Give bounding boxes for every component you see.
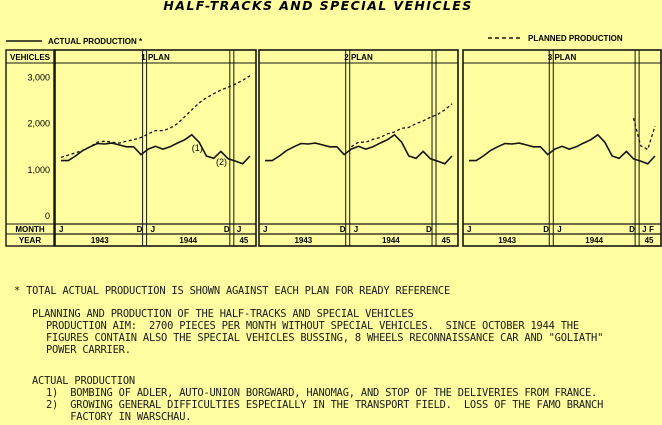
month-tick-label: J [467,225,472,234]
month-tick-label: D [223,225,230,234]
legend-planned-label: PLANNED PRODUCTION [528,34,623,43]
note-line-2: PRODUCTION AIM: 2700 PIECES PER MONTH WITHOUT SPECIAL VEHICLES. SINCE OCTOBER 1944 THE [46,320,579,332]
month-tick-label: J [263,225,268,234]
chart-panels [27,50,661,246]
panel-title: 3 PLAN [547,53,577,62]
month-tick-label: J [236,225,242,234]
actual-item-2: 2) GROWING GENERAL DIFFICULTIES ESPECIALLY IN THE TRANSPORT FIELD. LOSS OF THE FAMO BRANCH [46,399,604,411]
month-tick-label: D [426,225,432,234]
panel-2 [259,50,458,246]
chart-legend [6,34,623,46]
year-label: 1944 [179,236,198,245]
chart-title: HALF-TRACKS AND SPECIAL VEHICLES [163,0,473,13]
panel-frame [463,50,661,246]
year-label: 45 [644,236,654,245]
year-row-label: YEAR [18,236,42,245]
panel-frame [55,50,256,246]
panel-title: 1 PLAN [141,53,170,62]
year-label: 45 [239,236,249,245]
year-label: 45 [441,236,451,245]
planned-production-line [634,118,656,149]
actual-production-heading: ACTUAL PRODUCTION [32,375,135,387]
planned-production-line [351,104,452,147]
month-tick-label: J [642,225,647,234]
panel-frame [259,50,458,246]
panel-title: 2 PLAN [344,53,373,62]
y-tick-label: 2,000 [27,118,50,129]
footnote-asterisk: * TOTAL ACTUAL PRODUCTION IS SHOWN AGAINST EACH PLAN FOR READY REFERENCE [14,285,451,297]
month-tick-label: J [59,225,64,234]
year-label: 1943 [294,236,313,245]
year-label: 1943 [498,236,517,245]
actual-production-line [469,135,655,164]
annotation-label: (1) [191,143,203,153]
panel-1 [55,50,256,246]
legend-actual-label: ACTUAL PRODUCTION * [48,37,143,46]
y-tick-label: 3,000 [27,72,50,83]
month-tick-label: D [629,225,635,234]
year-label: 1944 [381,236,400,245]
actual-item-1: 1) BOMBING OF ADLER, AUTO-UNION BORGWARD, HANOMAG, AND STOP OF THE DELIVERIES FROM FRANCE. [46,387,598,399]
month-tick-label: F [649,225,655,234]
month-tick-label: J [150,225,156,234]
month-row-label: MONTH [15,225,45,234]
y-axis-label: VEHICLES [9,53,51,62]
year-label: 1944 [585,236,604,245]
note-line-4: POWER CARRIER. [46,344,131,356]
month-tick-label: J [353,225,359,234]
month-tick-label: J [557,225,562,234]
annotation-label: (2) [216,157,227,167]
planned-production-line [61,76,250,158]
note-line-3: FIGURES CONTAIN ALSO THE SPECIAL VEHICLES BUSSING, 8 WHEELS RECONNAISSANCE CAR AND "GOLIATH" [46,332,604,344]
year-label: 1943 [90,236,109,245]
actual-item-3: FACTORY IN WARSCHAU. [46,411,192,423]
month-tick-label: D [136,225,143,234]
month-tick-label: D [339,225,346,234]
actual-production-line [265,135,452,164]
y-tick-label: 1,000 [27,164,50,175]
note-line-1: PLANNING AND PRODUCTION OF THE HALF-TRACKS AND SPECIAL VEHICLES [32,308,414,320]
panel-3 [463,50,661,246]
month-tick-label: D [543,225,550,234]
y-tick-label: 0 [44,211,50,221]
